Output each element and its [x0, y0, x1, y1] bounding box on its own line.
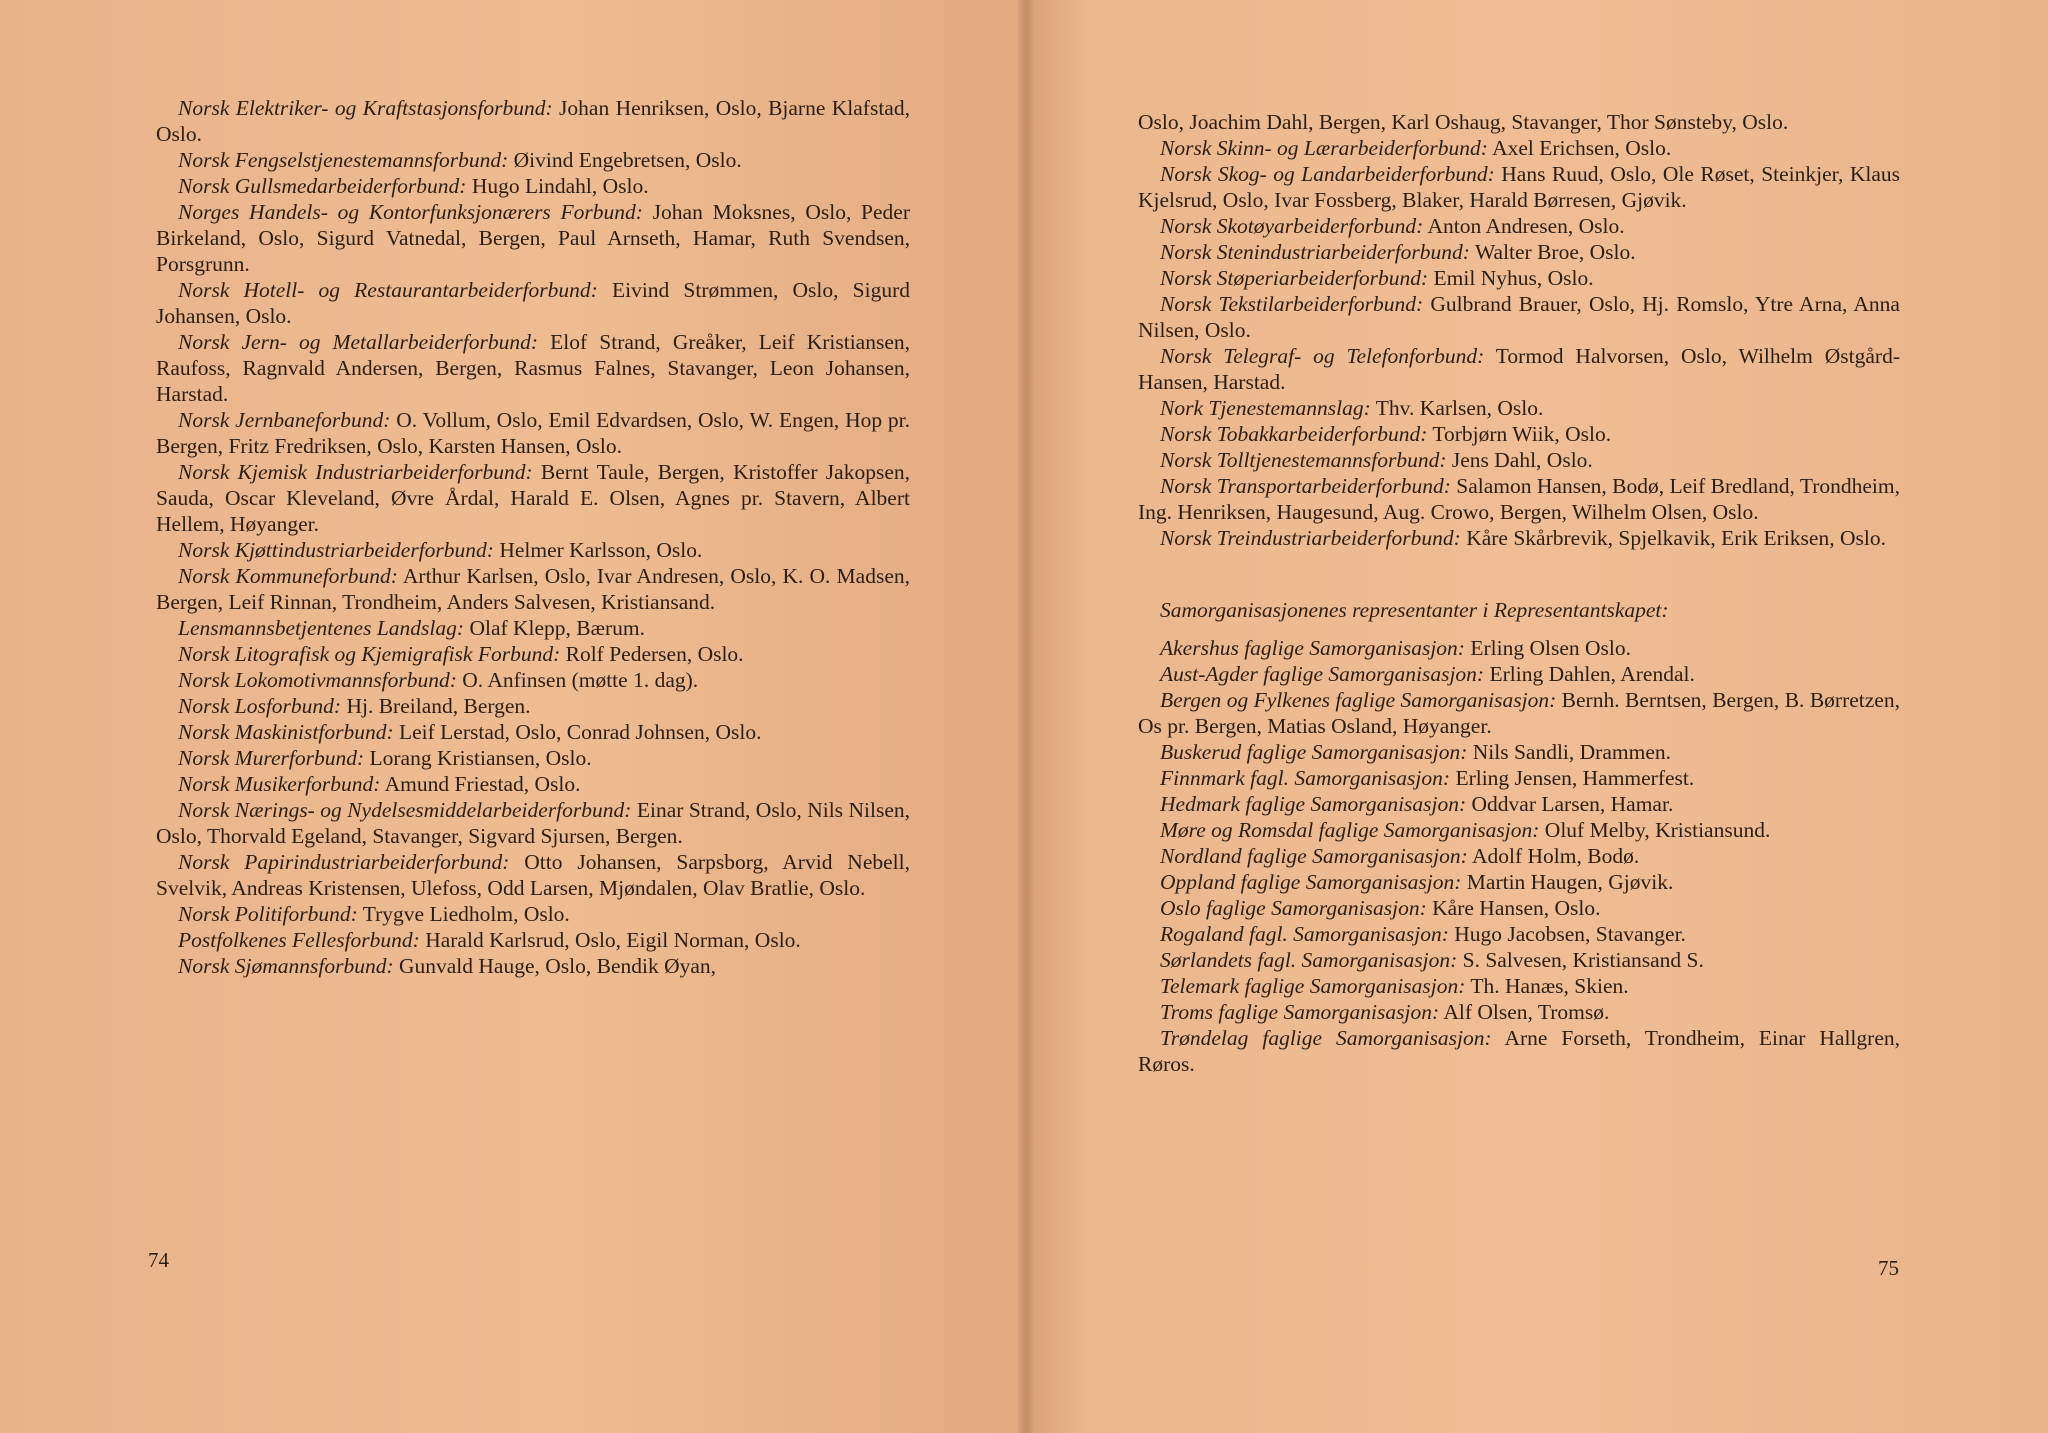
representatives-text: Tormod Halvorsen, Oslo, Wilhelm Østgård-Hansen, Harstad. [1138, 344, 1900, 394]
organization-name: Norsk Musikerforbund: [178, 772, 381, 796]
representatives-text: Gulbrand Brauer, Oslo, Hj. Romslo, Ytre Arna, Anna Nilsen, Oslo. [1138, 292, 1900, 342]
entry-paragraph [156, 277, 910, 329]
entry-paragraph [1138, 739, 1900, 765]
organization-name: Norsk Skinn- og Lærarbeiderforbund: [1160, 136, 1488, 160]
entry-paragraph [156, 771, 910, 797]
representatives-text: Torbjørn Wiik, Oslo. [1427, 422, 1612, 446]
organization-name: Nordland faglige Samorganisasjon: [1160, 844, 1468, 868]
organization-name: Norsk Nærings- og Nydelsesmiddelarbeiderforbund: [178, 798, 632, 822]
organization-name: Norsk Maskinistforbund: [178, 720, 394, 744]
entry-paragraph [1138, 525, 1900, 551]
organization-name: Oslo faglige Samorganisasjon: [1160, 896, 1427, 920]
organization-name: Hedmark faglige Samorganisasjon: [1160, 792, 1467, 816]
organization-name: Norsk Stenindustriarbeiderforbund: [1160, 240, 1470, 264]
representatives-text: O. Vollum, Oslo, Emil Edvardsen, Oslo, W. Engen, Hop pr. Bergen, Fritz Fredriksen, Oslo, Karsten Hansen, Oslo. [156, 408, 911, 458]
entry-paragraph [156, 563, 910, 615]
representatives-text: Hugo Jacobsen, Stavanger. [1448, 922, 1686, 946]
entry-paragraph [1138, 421, 1900, 447]
organization-name: Norsk Jern- og Metallarbeiderforbund: [178, 330, 539, 354]
representatives-text: Kåre Skårbrevik, Spjelkavik, Erik Eriksen, Oslo. [1460, 526, 1886, 550]
organization-name: Oppland faglige Samorganisasjon: [1160, 870, 1462, 894]
entry-paragraph [156, 641, 910, 667]
entry-paragraph [156, 407, 910, 459]
representatives-text: Axel Erichsen, Oslo. [1487, 136, 1672, 160]
entry-paragraph [1138, 661, 1900, 687]
entry-paragraph [1138, 135, 1900, 161]
representatives-text: Gunvald Hauge, Oslo, Bendik Øyan, [393, 954, 717, 978]
representatives-text: Adolf Holm, Bodø. [1467, 844, 1640, 868]
entry-paragraph [156, 901, 910, 927]
organization-name: Norsk Sjømannsforbund: [178, 954, 394, 978]
representatives-text: Harald Karlsrud, Oslo, Eigil Norman, Oslo. [419, 928, 801, 952]
left-page-text [156, 95, 910, 979]
entry-paragraph [1138, 343, 1900, 395]
representatives-text: Johan Moksnes, Oslo, Peder Birkeland, Oslo, Sigurd Vatnedal, Bergen, Paul Arnseth, Hamar, Ruth Svendsen, Porsgrunn. [156, 200, 910, 276]
organization-name: Norsk Kjemisk Industriarbeiderforbund: [178, 460, 533, 484]
representatives-text: Alf Olsen, Tromsø. [1439, 1000, 1610, 1024]
organization-name: Norsk Hotell- og Restaurantarbeiderforbund: [178, 278, 598, 302]
entry-paragraph [1138, 973, 1900, 999]
representatives-text: Thv. Karlsen, Oslo. [1370, 396, 1544, 420]
organization-name: Norsk Jernbaneforbund: [178, 408, 391, 432]
representatives-text: Rolf Pedersen, Oslo. [560, 642, 744, 666]
organization-name: Norsk Papirindustriarbeiderforbund: [178, 850, 510, 874]
organization-name: Akershus faglige Samorganisasjon: [1160, 636, 1465, 660]
representatives-text: Oddvar Larsen, Hamar. [1466, 792, 1674, 816]
representatives-text: Emil Nyhus, Oslo. [1428, 266, 1594, 290]
representatives-text: Arthur Karlsen, Oslo, Ivar Andresen, Oslo, K. O. Madsen, Bergen, Leif Rinnan, Trondheim, Anders Salvesen, Kristiansand. [156, 564, 910, 614]
representatives-text: Lorang Kristiansen, Oslo. [364, 746, 592, 770]
entry-paragraph [1138, 999, 1900, 1025]
representatives-text: Martin Haugen, Gjøvik. [1461, 870, 1674, 894]
representatives-text: Erling Dahlen, Arendal. [1484, 662, 1695, 686]
page-number-left: 74 [148, 1248, 169, 1272]
representatives-text: Øivind Engebretsen, Oslo. [508, 148, 742, 172]
representatives-text: Walter Broe, Oslo. [1469, 240, 1636, 264]
entry-paragraph [1138, 765, 1900, 791]
representatives-text: Anton Andresen, Oslo. [1423, 214, 1625, 238]
representatives-text: Hans Ruud, Oslo, Ole Røset, Steinkjer, Klaus Kjelsrud, Oslo, Ivar Fossberg, Blaker, Harald Børresen, Gjøvik. [1138, 162, 1900, 212]
organization-name: Norsk Tobakkarbeiderforbund: [1160, 422, 1428, 446]
organization-name: Norsk Tekstilarbeiderforbund: [1160, 292, 1424, 316]
entry-paragraph [1138, 291, 1900, 343]
entry-paragraph [156, 953, 910, 979]
entry-paragraph [156, 329, 910, 407]
organization-name: Troms faglige Samorganisasjon: [1160, 1000, 1440, 1024]
entry-paragraph [1138, 791, 1900, 817]
organization-name: Norsk Litografisk og Kjemigrafisk Forbund: [178, 642, 561, 666]
representatives-text: Erling Jensen, Hammerfest. [1450, 766, 1695, 790]
organization-name: Sørlandets fagl. Samorganisasjon: [1160, 948, 1458, 972]
book-gutter [1018, 0, 1034, 1433]
organization-name: Norsk Kommuneforbund: [178, 564, 398, 588]
entry-paragraph [156, 849, 910, 901]
representatives-text: Leif Lerstad, Oslo, Conrad Johnsen, Oslo. [393, 720, 762, 744]
entry-paragraph [156, 147, 910, 173]
entry-paragraph [1138, 161, 1900, 213]
representatives-text: Hugo Lindahl, Oslo. [466, 174, 649, 198]
entry-paragraph [1138, 687, 1900, 739]
section-heading: Samorganisasjonenes representanter i Representantskapet: [1160, 598, 1669, 622]
representatives-text: Trygve Liedholm, Oslo. [357, 902, 570, 926]
organization-name: Norsk Transportarbeiderforbund: [1160, 474, 1451, 498]
entry-paragraph [1138, 947, 1900, 973]
organization-name: Telemark faglige Samorganisasjon: [1160, 974, 1466, 998]
organization-name: Norsk Skog- og Landarbeiderforbund: [1160, 162, 1495, 186]
entry-paragraph [1138, 447, 1900, 473]
entry-paragraph [156, 927, 910, 953]
representatives-text: O. Anfinsen (møtte 1. dag). [456, 668, 699, 692]
organization-name: Norsk Gullsmedarbeiderforbund: [178, 174, 467, 198]
organization-name: Norsk Kjøttindustriarbeiderforbund: [178, 538, 494, 562]
representatives-text: Helmer Karlsson, Oslo. [493, 538, 703, 562]
organization-name: Norsk Fengselstjenestemannsforbund: [178, 148, 509, 172]
organization-name: Norsk Losforbund: [178, 694, 342, 718]
organization-name: Buskerud faglige Samorganisasjon: [1160, 740, 1468, 764]
organization-name: Norges Handels- og Kontorfunksjonærers Forbund: [178, 200, 643, 224]
entry-paragraph [156, 693, 910, 719]
representatives-text: Bernh. Berntsen, Bergen, B. Børretzen, Os pr. Bergen, Matias Osland, Høyanger. [1138, 688, 1900, 738]
representatives-text: Amund Friestad, Oslo. [380, 772, 581, 796]
organization-name: Nork Tjenestemannslag: [1160, 396, 1371, 420]
organization-name: Finnmark fagl. Samorganisasjon: [1160, 766, 1451, 790]
entry-paragraph [1138, 869, 1900, 895]
entry-paragraph [1138, 921, 1900, 947]
page-number-right: 75 [1878, 1256, 1899, 1280]
continuation-paragraph: Oslo, Joachim Dahl, Bergen, Karl Oshaug, Stavanger, Thor Sønsteby, Oslo. [1138, 110, 1789, 134]
organization-name: Trøndelag faglige Samorganisasjon: [1160, 1026, 1492, 1050]
organization-name: Norsk Murerforbund: [178, 746, 365, 770]
organization-name: Aust-Agder faglige Samorganisasjon: [1160, 662, 1485, 686]
representatives-text: Nils Sandli, Drammen. [1467, 740, 1671, 764]
entry-paragraph [156, 199, 910, 277]
representatives-text: Salamon Hansen, Bodø, Leif Bredland, Trondheim, Ing. Henriksen, Haugesund, Aug. Crowo, Bergen, Wilhelm Olsen, Oslo. [1138, 474, 1900, 524]
entry-paragraph [156, 797, 910, 849]
entry-paragraph [1138, 473, 1900, 525]
representatives-text: Erling Olsen Oslo. [1464, 636, 1631, 660]
entry-paragraph [156, 745, 910, 771]
organization-name: Rogaland fagl. Samorganisasjon: [1160, 922, 1449, 946]
representatives-text: Eivind Strømmen, Oslo, Sigurd Johansen, Oslo. [156, 278, 910, 328]
entry-paragraph [1138, 213, 1900, 239]
representatives-text: Otto Johansen, Sarpsborg, Arvid Nebell, Svelvik, Andreas Kristensen, Ulefoss, Odd Larsen, Mjøndalen, Olav Bratlie, Oslo. [156, 850, 910, 900]
entry-paragraph [156, 719, 910, 745]
organization-name: Norsk Støperiarbeiderforbund: [1160, 266, 1429, 290]
organization-name: Postfolkenes Fellesforbund: [178, 928, 420, 952]
organization-name: Lensmannsbetjentenes Landslag: [178, 616, 465, 640]
representatives-text: Jens Dahl, Oslo. [1446, 448, 1593, 472]
entry-paragraph [156, 667, 910, 693]
representatives-text: Elof Strand, Greåker, Leif Kristiansen, Raufoss, Ragnvald Andersen, Bergen, Rasmus Falnes, Stavanger, Leon Johansen, Harstad. [156, 330, 910, 406]
entry-paragraph [1138, 895, 1900, 921]
organization-name: Norsk Telegraf- og Telefonforbund: [1160, 344, 1485, 368]
organization-name: Møre og Romsdal faglige Samorganisasjon: [1160, 818, 1540, 842]
representatives-text: Oluf Melby, Kristiansund. [1539, 818, 1771, 842]
representatives-text: Olaf Klepp, Bærum. [464, 616, 645, 640]
organization-name: Norsk Politiforbund: [178, 902, 358, 926]
entry-paragraph [1138, 395, 1900, 421]
entry-paragraph [1138, 265, 1900, 291]
organization-name: Bergen og Fylkenes faglige Samorganisasjon: [1160, 688, 1557, 712]
entry-paragraph [156, 537, 910, 563]
entry-paragraph [1138, 817, 1900, 843]
entry-paragraph [1138, 239, 1900, 265]
organization-name: Norsk Lokomotivmannsforbund: [178, 668, 457, 692]
entry-paragraph [1138, 635, 1900, 661]
organization-name: Norsk Tolltjenestemannsforbund: [1160, 448, 1447, 472]
samorganisasjon-entries [1138, 635, 1900, 1077]
representatives-text: Bernt Taule, Bergen, Kristoffer Jakopsen, Sauda, Oscar Kleveland, Øvre Årdal, Harald E. Olsen, Agnes pr. Stavern, Albert Hellem, Høyanger. [156, 460, 910, 536]
representatives-text: Einar Strand, Oslo, Nils Nilsen, Oslo, Thorvald Egeland, Stavanger, Sigvard Sjursen, Bergen. [156, 798, 910, 848]
entry-paragraph [156, 173, 910, 199]
entry-paragraph [156, 459, 910, 537]
representatives-text: Kåre Hansen, Oslo. [1426, 896, 1601, 920]
representatives-text: Arne Forseth, Trondheim, Einar Hallgren, Røros. [1138, 1026, 1900, 1076]
representatives-text: S. Salvesen, Kristiansand S. [1457, 948, 1704, 972]
entry-paragraph [1138, 1025, 1900, 1077]
representatives-text: Th. Hanæs, Skien. [1465, 974, 1629, 998]
organization-name: Norsk Treindustriarbeiderforbund: [1160, 526, 1461, 550]
entry-paragraph [1138, 843, 1900, 869]
entry-paragraph [156, 615, 910, 641]
representatives-text: Hj. Breiland, Bergen. [341, 694, 531, 718]
representatives-text: Johan Henriksen, Oslo, Bjarne Klafstad, Oslo. [156, 96, 910, 146]
right-page-text [1138, 109, 1900, 1077]
organization-name: Norsk Skotøyarbeiderforbund: [1160, 214, 1424, 238]
union-entries-right [1138, 135, 1900, 551]
entry-paragraph [156, 95, 910, 147]
organization-name: Norsk Elektriker- og Kraftstasjonsforbund: [178, 96, 553, 120]
